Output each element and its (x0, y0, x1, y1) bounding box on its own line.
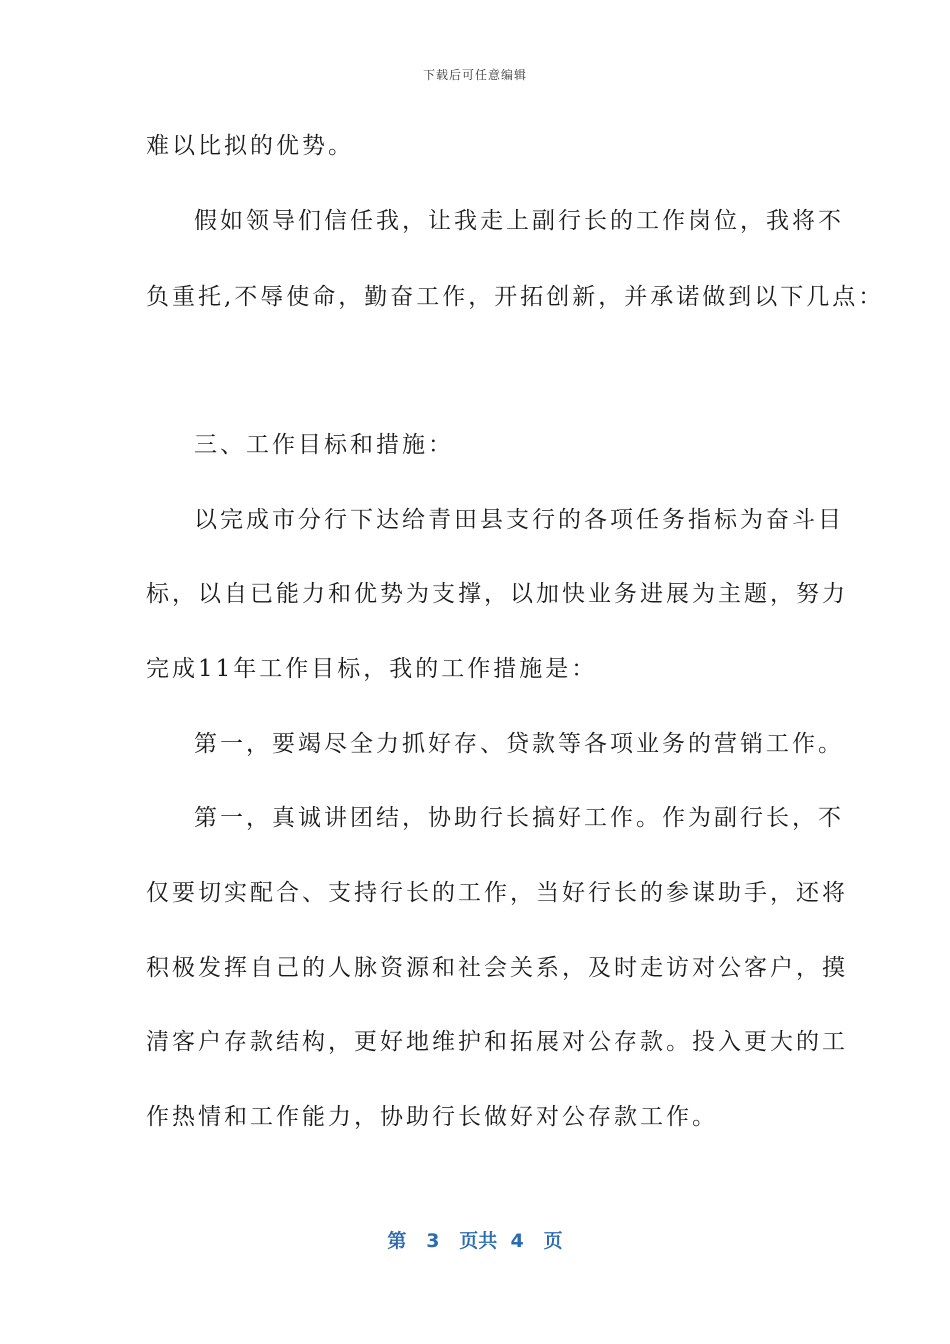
section-heading: 三、工作目标和措施： (194, 432, 454, 458)
paragraph-line: 难以比拟的优势。 (146, 133, 354, 159)
footer-prefix: 第 (387, 1230, 407, 1252)
paragraph-line: 作热情和工作能力，协助行长做好对公存款工作。 (146, 1104, 718, 1130)
paragraph-line: 第一，要竭尽全力抓好存、贷款等各项业务的营销工作。 (194, 731, 844, 757)
paragraph-line: 负重托,不辱使命，勤奋工作，开拓创新，并承诺做到以下几点： (146, 284, 885, 310)
paragraph-line: 积极发挥自己的人脉资源和社会关系，及时走访对公客户，摸 (146, 955, 848, 981)
header-note: 下载后可任意编辑 (422, 68, 527, 82)
footer-suffix: 页 (543, 1230, 563, 1252)
total-page-number: 4 (510, 1230, 524, 1252)
paragraph-line: 以完成市分行下达给青田县支行的各项任务指标为奋斗目 (194, 507, 844, 533)
current-page-number: 3 (426, 1230, 440, 1252)
paragraph-line: 第一，真诚讲团结，协助行长搞好工作。作为副行长，不 (194, 805, 844, 831)
page-number-footer (0, 1226, 950, 1253)
footer-middle: 页共 (459, 1230, 498, 1252)
paragraph-line: 清客户存款结构，更好地维护和拓展对公存款。投入更大的工 (146, 1029, 848, 1055)
paragraph-line: 标，以自已能力和优势为支撑，以加快业务进展为主题，努力 (146, 581, 848, 607)
paragraph-line: 仅要切实配合、支持行长的工作，当好行长的参谋助手，还将 (146, 880, 848, 906)
paragraph-line: 完成11年工作目标，我的工作措施是： (146, 656, 598, 682)
paragraph-line: 假如领导们信任我，让我走上副行长的工作岗位，我将不 (194, 208, 844, 234)
